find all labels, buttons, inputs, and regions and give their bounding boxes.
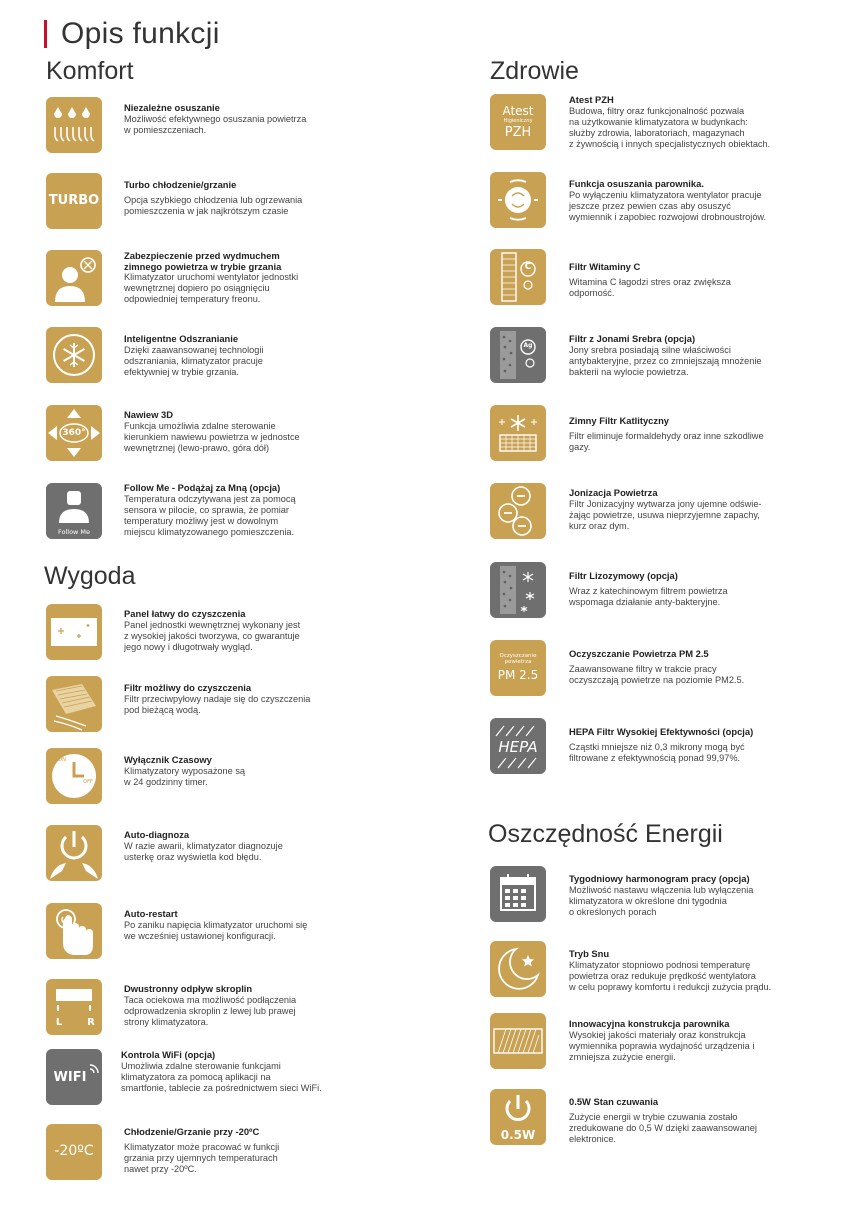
page-title-text: Opis funkcji bbox=[61, 17, 220, 50]
wifi-icon-label: WIFI bbox=[53, 1070, 87, 1085]
pm25-icon bbox=[490, 640, 546, 696]
hepa-label: HEPA bbox=[498, 738, 538, 756]
feature-title: Funkcja osuszania parownika. bbox=[569, 178, 704, 189]
hepa-icon bbox=[490, 718, 546, 774]
follow-me-label: Follow Me bbox=[57, 528, 91, 536]
feature-title: Wyłącznik Czasowy bbox=[124, 754, 212, 765]
section-heading-oszczednosc: Oszczędność Energii bbox=[488, 820, 723, 848]
feature-desc: Po zaniku napięcia klimatyzator uruchomi się we wcześniej ustawionej konfiguracji. bbox=[124, 920, 308, 941]
silver-ion-label: Ag bbox=[523, 342, 533, 349]
standby-label: 0.5W bbox=[500, 1128, 536, 1142]
feature-title: Tryb Snu bbox=[569, 948, 610, 959]
standby-icon bbox=[490, 1089, 546, 1145]
feature-desc: Dzięki zaawansowanej technologii odszraniania, klimatyzator pracuje efektywniej w trybie grzania. bbox=[124, 345, 264, 377]
person-no-wind-icon bbox=[46, 250, 102, 306]
timer-on-label: ON bbox=[58, 757, 66, 763]
feature-title: Auto-restart bbox=[124, 908, 178, 919]
feature-desc: Klimatyzatory wyposażone są w 24 godzinny timer. bbox=[124, 766, 246, 787]
washable-filter-icon bbox=[46, 676, 102, 732]
feature-desc: Witamina C łagodzi stres oraz zwiększa odporność. bbox=[569, 277, 731, 298]
feature-desc: Możliwość efektywnego osuszania powietrza w pomieszczeniach. bbox=[124, 114, 307, 135]
feature-title: Filtr Lizozymowy (opcja) bbox=[569, 570, 678, 581]
feature-desc: Wysokiej jakości materiały oraz konstrukcja wymiennika poprawia wydajność urządzenia i zmniejsza zużycie energii. bbox=[569, 1030, 755, 1062]
feature-title: HEPA Filtr Wysokiej Efektywności (opcja) bbox=[569, 726, 754, 737]
calendar-icon bbox=[490, 866, 546, 922]
turbo-icon bbox=[46, 173, 102, 229]
droplets-icon bbox=[46, 97, 102, 153]
feature-desc: Umożliwia zdalne sterowanie funkcjami klimatyzatora za pomocą aplikacji na smartfonie, tablecie za pośrednictwem sieci WiFi. bbox=[121, 1061, 322, 1093]
feature-desc: Panel jednostki wewnętrznej wykonany jest z wysokiej jakości tworzywa, co gwarantuje jego nowy i długotrwały wygląd. bbox=[124, 620, 301, 652]
section-heading-komfort: Komfort bbox=[46, 57, 134, 85]
feature-title: Atest PZH bbox=[569, 94, 614, 105]
clean-panel-icon bbox=[46, 604, 102, 660]
feature-title: Innowacyjna konstrukcja parownika bbox=[569, 1018, 730, 1029]
page-title bbox=[44, 14, 220, 54]
evaporator-icon bbox=[490, 1013, 546, 1069]
sleep-moon-icon bbox=[490, 941, 546, 997]
feature-desc: Budowa, filtry oraz funkcjonalność pozwala na użytkowanie klimatyzatora w budynkach: służby zdrowia, laboratoriach, magazynach z żywnością i innych specjalistycznych obiektach. bbox=[569, 106, 771, 149]
feature-desc: Funkcja umożliwia zdalne sterowanie kierunkiem nawiewu powietrza w jednostce wewnętrznej (lewo-prawo, góra dół) bbox=[124, 421, 300, 453]
section-heading-wygoda: Wygoda bbox=[44, 562, 136, 590]
auto-diagnose-icon bbox=[46, 825, 102, 881]
feature-desc: W razie awarii, klimatyzator diagnozuje usterkę oraz wyświetla kod błędu. bbox=[124, 841, 283, 862]
feature-desc: Zaawansowane filtry w trakcie pracy oczyszczają powietrze na poziomie PM2.5. bbox=[569, 664, 745, 685]
auto-restart-icon bbox=[46, 903, 102, 959]
follow-me-icon bbox=[46, 483, 102, 539]
pm25-bottom: PM 2.5 bbox=[497, 668, 539, 682]
silver-ion-filter-icon bbox=[490, 327, 546, 383]
airflow-360-label: 360° bbox=[62, 428, 86, 438]
turbo-icon-label: TURBO bbox=[48, 193, 100, 208]
feature-title: 0.5W Stan czuwania bbox=[569, 1096, 659, 1107]
timer-icon bbox=[46, 748, 102, 804]
atest-pzh-top: Atest bbox=[502, 104, 534, 118]
feature-desc: Filtr przeciwpyłowy nadaje się do czyszczenia pod bieżącą wodą. bbox=[124, 694, 311, 715]
snowflake-icon bbox=[46, 327, 102, 383]
title-accent-bar bbox=[44, 20, 47, 48]
feature-title: Dwustronny odpływ skroplin bbox=[124, 983, 253, 994]
feature-desc: Jony srebra posiadają silne właściwości antybakteryjne, przez co zmniejszają mnożenie bakterii na wylocie powietrza. bbox=[569, 345, 762, 377]
feature-desc: Klimatyzator uruchomi wentylator jednostki wewnętrznej dopiero po osiągnięciu odpowiedniej temperatury freonu. bbox=[124, 272, 299, 304]
feature-desc: Klimatyzator stopniowo podnosi temperaturę powietrza oraz redukuje prędkość wentylatora w celu poprawy komfortu i redukcji zużycia prądu. bbox=[569, 960, 772, 992]
feature-title: Chłodzenie/Grzanie przy -20ºC bbox=[124, 1126, 260, 1137]
drain-right-label: R bbox=[87, 1017, 95, 1028]
feature-title: Nawiew 3D bbox=[124, 409, 173, 420]
cold-catalyst-filter-icon bbox=[490, 405, 546, 461]
minus-20-icon bbox=[46, 1124, 102, 1180]
vitamin-c-filter-icon bbox=[490, 249, 546, 305]
feature-title: Zabezpieczenie przed wydmuchem zimnego powietrza w trybie grzania bbox=[124, 250, 282, 272]
feature-desc: Taca ociekowa ma możliwość podłączenia odprowadzenia skroplin z lewej lub prawej strony klimatyzatora. bbox=[124, 995, 297, 1027]
feature-title: Follow Me - Podążaj za Mną (opcja) bbox=[124, 482, 281, 493]
atest-pzh-bottom: PZH bbox=[504, 125, 532, 140]
feature-desc: Temperatura odczytywana jest za pomocą sensora w pilocie, co sprawia, że pomiar temperatury możliwy jest w dowolnym miejscu klimatyzowanego pomieszczenia. bbox=[124, 494, 296, 537]
pm25-top: Oczyszczanie powietrza bbox=[499, 653, 537, 665]
feature-title: Panel łatwy do czyszczenia bbox=[124, 608, 246, 619]
minus-20-label: -20ºC bbox=[54, 1143, 94, 1159]
section-heading-zdrowie: Zdrowie bbox=[490, 57, 579, 85]
feature-title: Filtr Witaminy C bbox=[569, 261, 641, 272]
ionizer-icon bbox=[490, 483, 546, 539]
atest-pzh-mid: Higieniczny bbox=[503, 118, 533, 124]
feature-desc: Opcja szybkiego chłodzenia lub ogrzewania pomieszczenia w jak najkrótszym czasie bbox=[124, 195, 303, 216]
feature-title: Inteligentne Odszranianie bbox=[124, 333, 239, 344]
feature-title: Filtr możliwy do czyszczenia bbox=[124, 682, 252, 693]
feature-desc: Możliwość nastawu włączenia lub wyłączenia klimatyzatora w określone dni tygodnia o określonych porach bbox=[569, 885, 754, 917]
feature-title: Kontrola WiFi (opcja) bbox=[121, 1049, 216, 1060]
wifi-icon bbox=[46, 1049, 102, 1105]
evaporator-dry-icon bbox=[490, 172, 546, 228]
feature-title: Filtr z Jonami Srebra (opcja) bbox=[569, 333, 696, 344]
feature-title: Auto-diagnoza bbox=[124, 829, 190, 840]
vitamin-c-label: C bbox=[524, 262, 532, 272]
feature-title: Niezależne osuszanie bbox=[124, 102, 220, 113]
feature-title: Turbo chłodzenie/grzanie bbox=[124, 179, 237, 190]
feature-desc: Cząstki mniejsze niż 0,3 mikrony mogą być filtrowane z efektywnością ponad 99,97%. bbox=[569, 742, 745, 763]
drain-left-label: L bbox=[55, 1017, 63, 1028]
feature-title: Oczyszczanie Powietrza PM 2.5 bbox=[569, 648, 709, 659]
atest-pzh-icon bbox=[490, 94, 546, 150]
feature-desc: Zużycie energii w trybie czuwania zostało zredukowane do 0,5 W dzięki zaawansowanej elektronice. bbox=[569, 1112, 757, 1144]
drain-icon bbox=[46, 979, 102, 1035]
feature-title: Tygodniowy harmonogram pracy (opcja) bbox=[569, 873, 750, 884]
feature-desc: Wraz z katechinowym filtrem powietrza wspomaga działanie anty-bakteryjne. bbox=[569, 586, 728, 607]
airflow-360-icon bbox=[46, 405, 102, 461]
timer-off-label: OFF bbox=[83, 779, 93, 785]
feature-desc: Filtr eliminuje formaldehydy oraz inne szkodliwe gazy. bbox=[569, 431, 764, 452]
feature-title: Zimny Filtr Katlityczny bbox=[569, 415, 670, 426]
feature-desc: Filtr Jonizacyjny wytwarza jony ujemne odświe- żając powietrze, usuwa nieprzyjemne zapachy, kurz oraz dym. bbox=[569, 499, 762, 531]
feature-title: Jonizacja Powietrza bbox=[569, 487, 658, 498]
feature-desc: Po wyłączeniu klimatyzatora wentylator pracuje jeszcze przez pewien czas aby osuszyć wymiennik i zapobiec rozwojowi drobnoustrojów. bbox=[569, 190, 767, 222]
feature-desc: Klimatyzator może pracować w funkcji grzania przy ujemnych temperaturach nawet przy -20ºC. bbox=[124, 1142, 280, 1174]
lysozyme-filter-icon bbox=[490, 562, 546, 618]
